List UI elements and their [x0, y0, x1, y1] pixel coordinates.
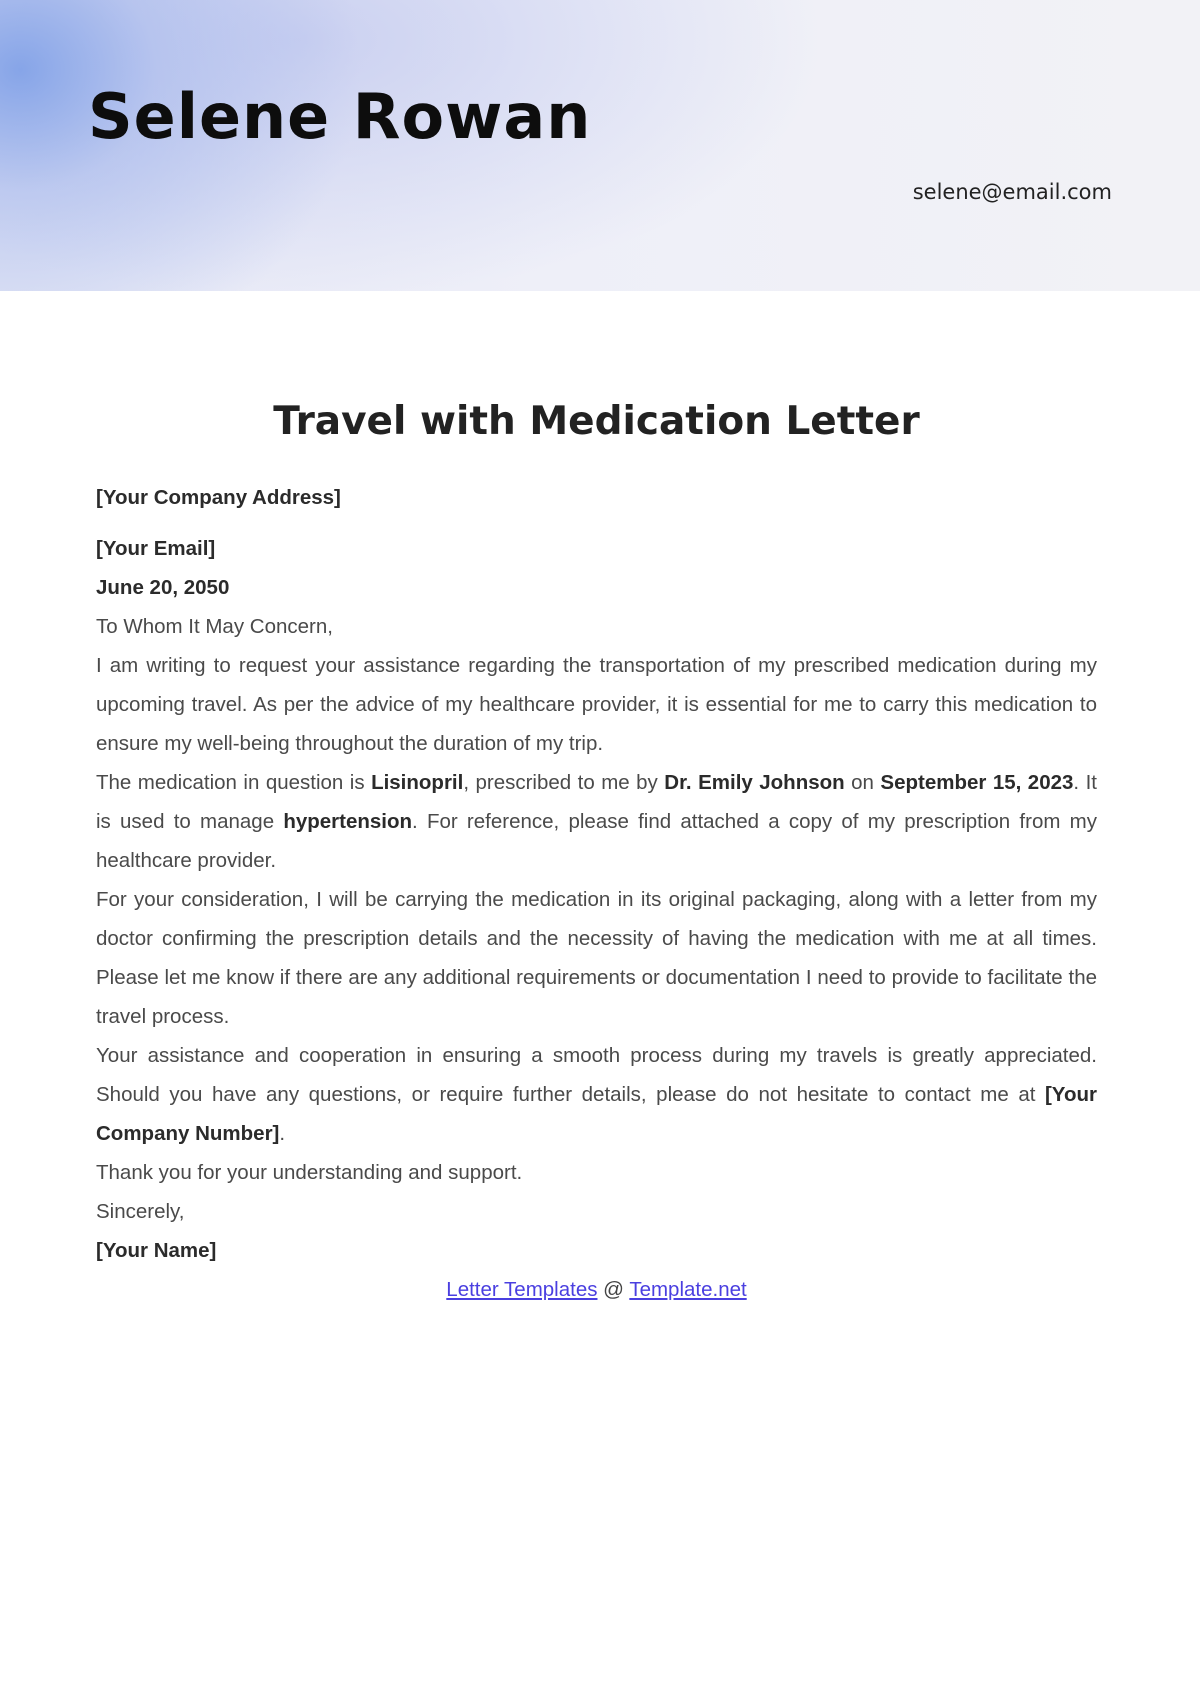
paragraph-contact	[96, 1036, 1097, 1153]
signature-name: [Your Name]	[96, 1239, 217, 1262]
text-run: The medication in question is	[96, 771, 372, 794]
closing: Sincerely,	[96, 1200, 185, 1223]
letterhead-banner	[0, 0, 1200, 291]
template-net-link[interactable]: Template.net	[629, 1278, 747, 1301]
thanks-line: Thank you for your understanding and support.	[96, 1161, 523, 1184]
company-number: [Your Company Number]	[96, 1083, 1097, 1145]
sender-email: selene@email.com	[912, 180, 1112, 204]
paragraph-packaging: For your consideration, I will be carrying the medication in its original packaging, along with a letter from my doctor confirming the prescription details and the necessity of having the medication with me at all times. Please let me know if there are any additional requirements or documentation I need to provide to facilitate the travel process.	[96, 888, 1097, 1028]
letter-templates-link[interactable]: Letter Templates	[446, 1278, 598, 1301]
email-placeholder: [Your Email]	[96, 537, 216, 560]
text-run: . It is used to manage	[96, 771, 1097, 833]
text-run: on	[844, 771, 881, 794]
doctor-name: Dr. Emily Johnson	[664, 771, 845, 794]
text-run: , prescribed to me by	[463, 771, 665, 794]
footer-separator: @	[597, 1278, 630, 1301]
text-run: . For reference, please find attached a copy of my prescription from my healthcare provider.	[96, 810, 1097, 872]
letter-date: June 20, 2050	[96, 576, 230, 599]
sender-name: Selene Rowan	[88, 80, 592, 153]
document-title: Travel with Medication Letter	[273, 399, 920, 444]
text-run: Your assistance and cooperation in ensuring a smooth process during my travels is greatly appreciated. Should you have any questions, or require further details, please do not hesitate to contact me at	[96, 1044, 1097, 1106]
salutation: To Whom It May Concern,	[96, 615, 333, 638]
company-address: [Your Company Address]	[96, 486, 341, 509]
paragraph-intro: I am writing to request your assistance regarding the transportation of my prescribed medication during my upcoming travel. As per the advice of my healthcare provider, it is essential for me to carry this medication to ensure my well-being throughout the duration of my trip.	[96, 654, 1097, 755]
paragraph-medication	[96, 763, 1097, 880]
footer-credit	[96, 1270, 1097, 1309]
text-run: .	[279, 1122, 286, 1145]
medication-name: Lisinopril	[371, 771, 464, 794]
letter-body	[96, 392, 1097, 1309]
condition-name: hypertension	[283, 810, 413, 833]
prescription-date: September 15, 2023	[880, 771, 1074, 794]
